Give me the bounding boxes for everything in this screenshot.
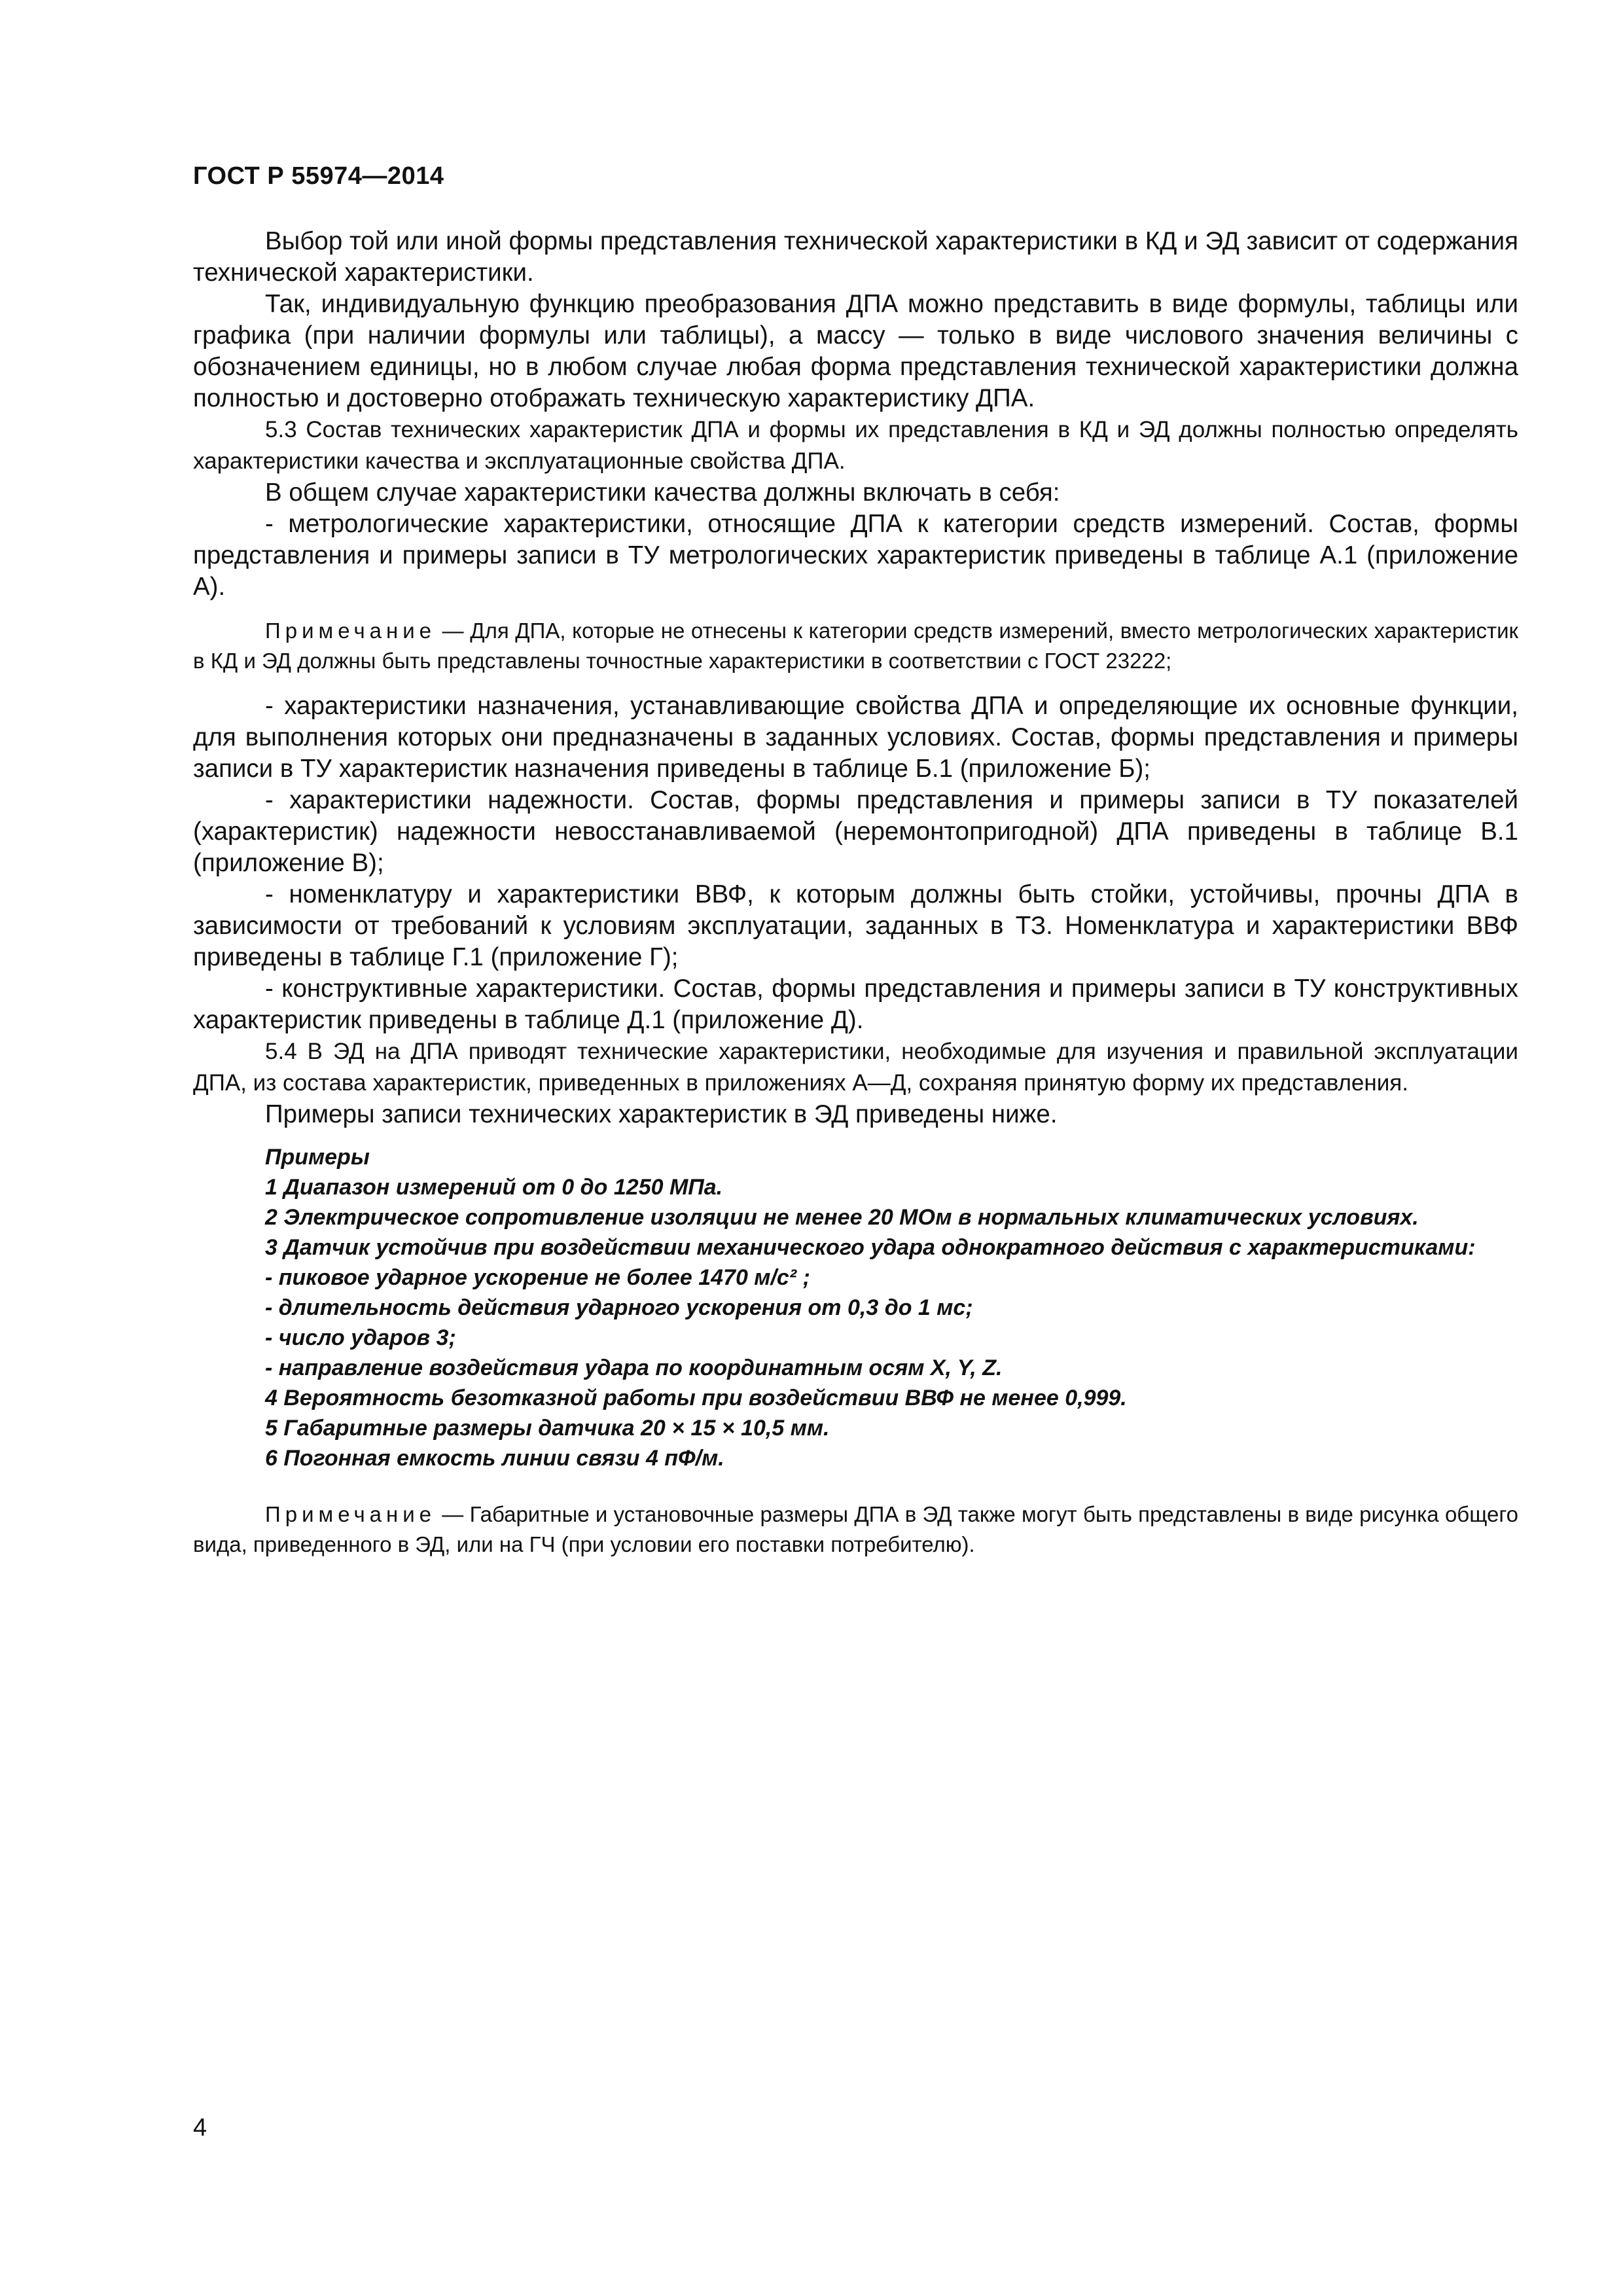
- note-1-text: — Для ДПА, которые не отнесены к категории средств измерений, вместо метрологических характеристик в КД и ЭД должны быть представлены точностные характеристики в соответствии с ГОСТ 23222;: [193, 619, 1518, 673]
- page-number: 4: [193, 2114, 207, 2142]
- document-code-header: ГОСТ Р 55974—2014: [193, 162, 444, 190]
- example-item-3: 3 Датчик устойчив при воздействии механического удара однократного действия с характеристиками:: [265, 1235, 1476, 1260]
- example-item-3c: - число ударов 3;: [265, 1325, 456, 1350]
- note-2: [193, 1499, 1518, 1560]
- note-1: [193, 616, 1518, 676]
- example-item-4: 4 Вероятность безотказной работы при воздействии ВВФ не менее 0,999.: [265, 1386, 1127, 1410]
- example-item-1: 1 Диапазон измерений от 0 до 1250 МПа.: [265, 1175, 723, 1200]
- paragraph-5-3: 5.3 Состав технических характеристик ДПА и формы их представления в КД и ЭД должны полностью определять характеристики качества и эксплуатационные свойства ДПА.: [193, 417, 1518, 474]
- paragraph-reliability: - характеристики надежности. Состав, формы представления и примеры записи в ТУ показателей (характеристик) надежности невосстанавливаемой (неремонтопригодной) ДПА приведены в таблице В.1 (приложение В);: [193, 786, 1518, 877]
- paragraph-purpose: - характеристики назначения, устанавливающие свойства ДПА и определяющие их основные функции, для выполнения которых они предназначены в заданных условиях. Состав, формы представления и примеры записи в ТУ характеристик назначения приведены в таблице Б.1 (приложение Б);: [193, 692, 1518, 783]
- paragraph-metrology: - метрологические характеристики, относящие ДПА к категории средств измерений. Состав, формы представления и примеры записи в ТУ метрологических характеристик приведены в таблице А.1 (приложение А).: [193, 510, 1518, 601]
- paragraph-examples-intro: Примеры записи технических характеристик в ЭД приведены ниже.: [265, 1100, 1058, 1128]
- paragraph-4: В общем случае характеристики качества должны включать в себя:: [265, 478, 1060, 507]
- example-item-3b: - длительность действия ударного ускорения от 0,3 до 1 мс;: [265, 1295, 973, 1320]
- paragraph-vvf: - номенклатуру и характеристики ВВФ, к которым должны быть стойки, устойчивы, прочны ДПА в зависимости от требований к условиям эксплуатации, заданных в ТЗ. Номенклатура и характеристики ВВФ приведены в таблице Г.1 (приложение Г);: [193, 880, 1518, 971]
- examples-block: [193, 1142, 1518, 1473]
- example-item-5: 5 Габаритные размеры датчика 20 × 15 × 10,5 мм.: [265, 1416, 830, 1441]
- note-1-label: Примечание: [265, 619, 437, 643]
- example-item-2: 2 Электрическое сопротивление изоляции не менее 20 МОм в нормальных климатических условиях.: [265, 1205, 1419, 1230]
- example-item-3d: - направление воздействия удара по координатным осям X, Y, Z.: [265, 1355, 1003, 1380]
- example-item-3a: - пиковое ударное ускорение не более 1470 м/с² ;: [265, 1265, 810, 1290]
- note-2-label: Примечание: [265, 1502, 437, 1526]
- examples-heading: Примеры: [265, 1145, 370, 1170]
- example-item-6: 6 Погонная емкость линии связи 4 пФ/м.: [265, 1446, 724, 1471]
- paragraph-design: - конструктивные характеристики. Состав, формы представления и примеры записи в ТУ конструктивных характеристик приведены в таблице Д.1 (приложение Д).: [193, 975, 1518, 1034]
- note-2-text: — Габаритные и установочные размеры ДПА в ЭД также могут быть представлены в виде рисунка общего вида, приведенного в ЭД, или на ГЧ (при условии его поставки потребителю).: [193, 1502, 1518, 1556]
- paragraph-1: Выбор той или иной формы представления технической характеристики в КД и ЭД зависит от содержания технической характеристики.: [193, 227, 1518, 287]
- document-body: [193, 226, 1518, 1560]
- paragraph-5-4: 5.4 В ЭД на ДПА приводят технические характеристики, необходимые для изучения и правильной эксплуатации ДПА, из состава характеристик, приведенных в приложениях А—Д, сохраняя принятую форму их представления.: [193, 1039, 1518, 1096]
- paragraph-2: Так, индивидуальную функцию преобразования ДПА можно представить в виде формулы, таблицы или графика (при наличии формулы или таблицы), а массу — только в виде числового значения величины с обозначением единицы, но в любом случае любая форма представления технической характеристики должна полностью и достоверно отображать техническую характеристику ДПА.: [193, 290, 1518, 412]
